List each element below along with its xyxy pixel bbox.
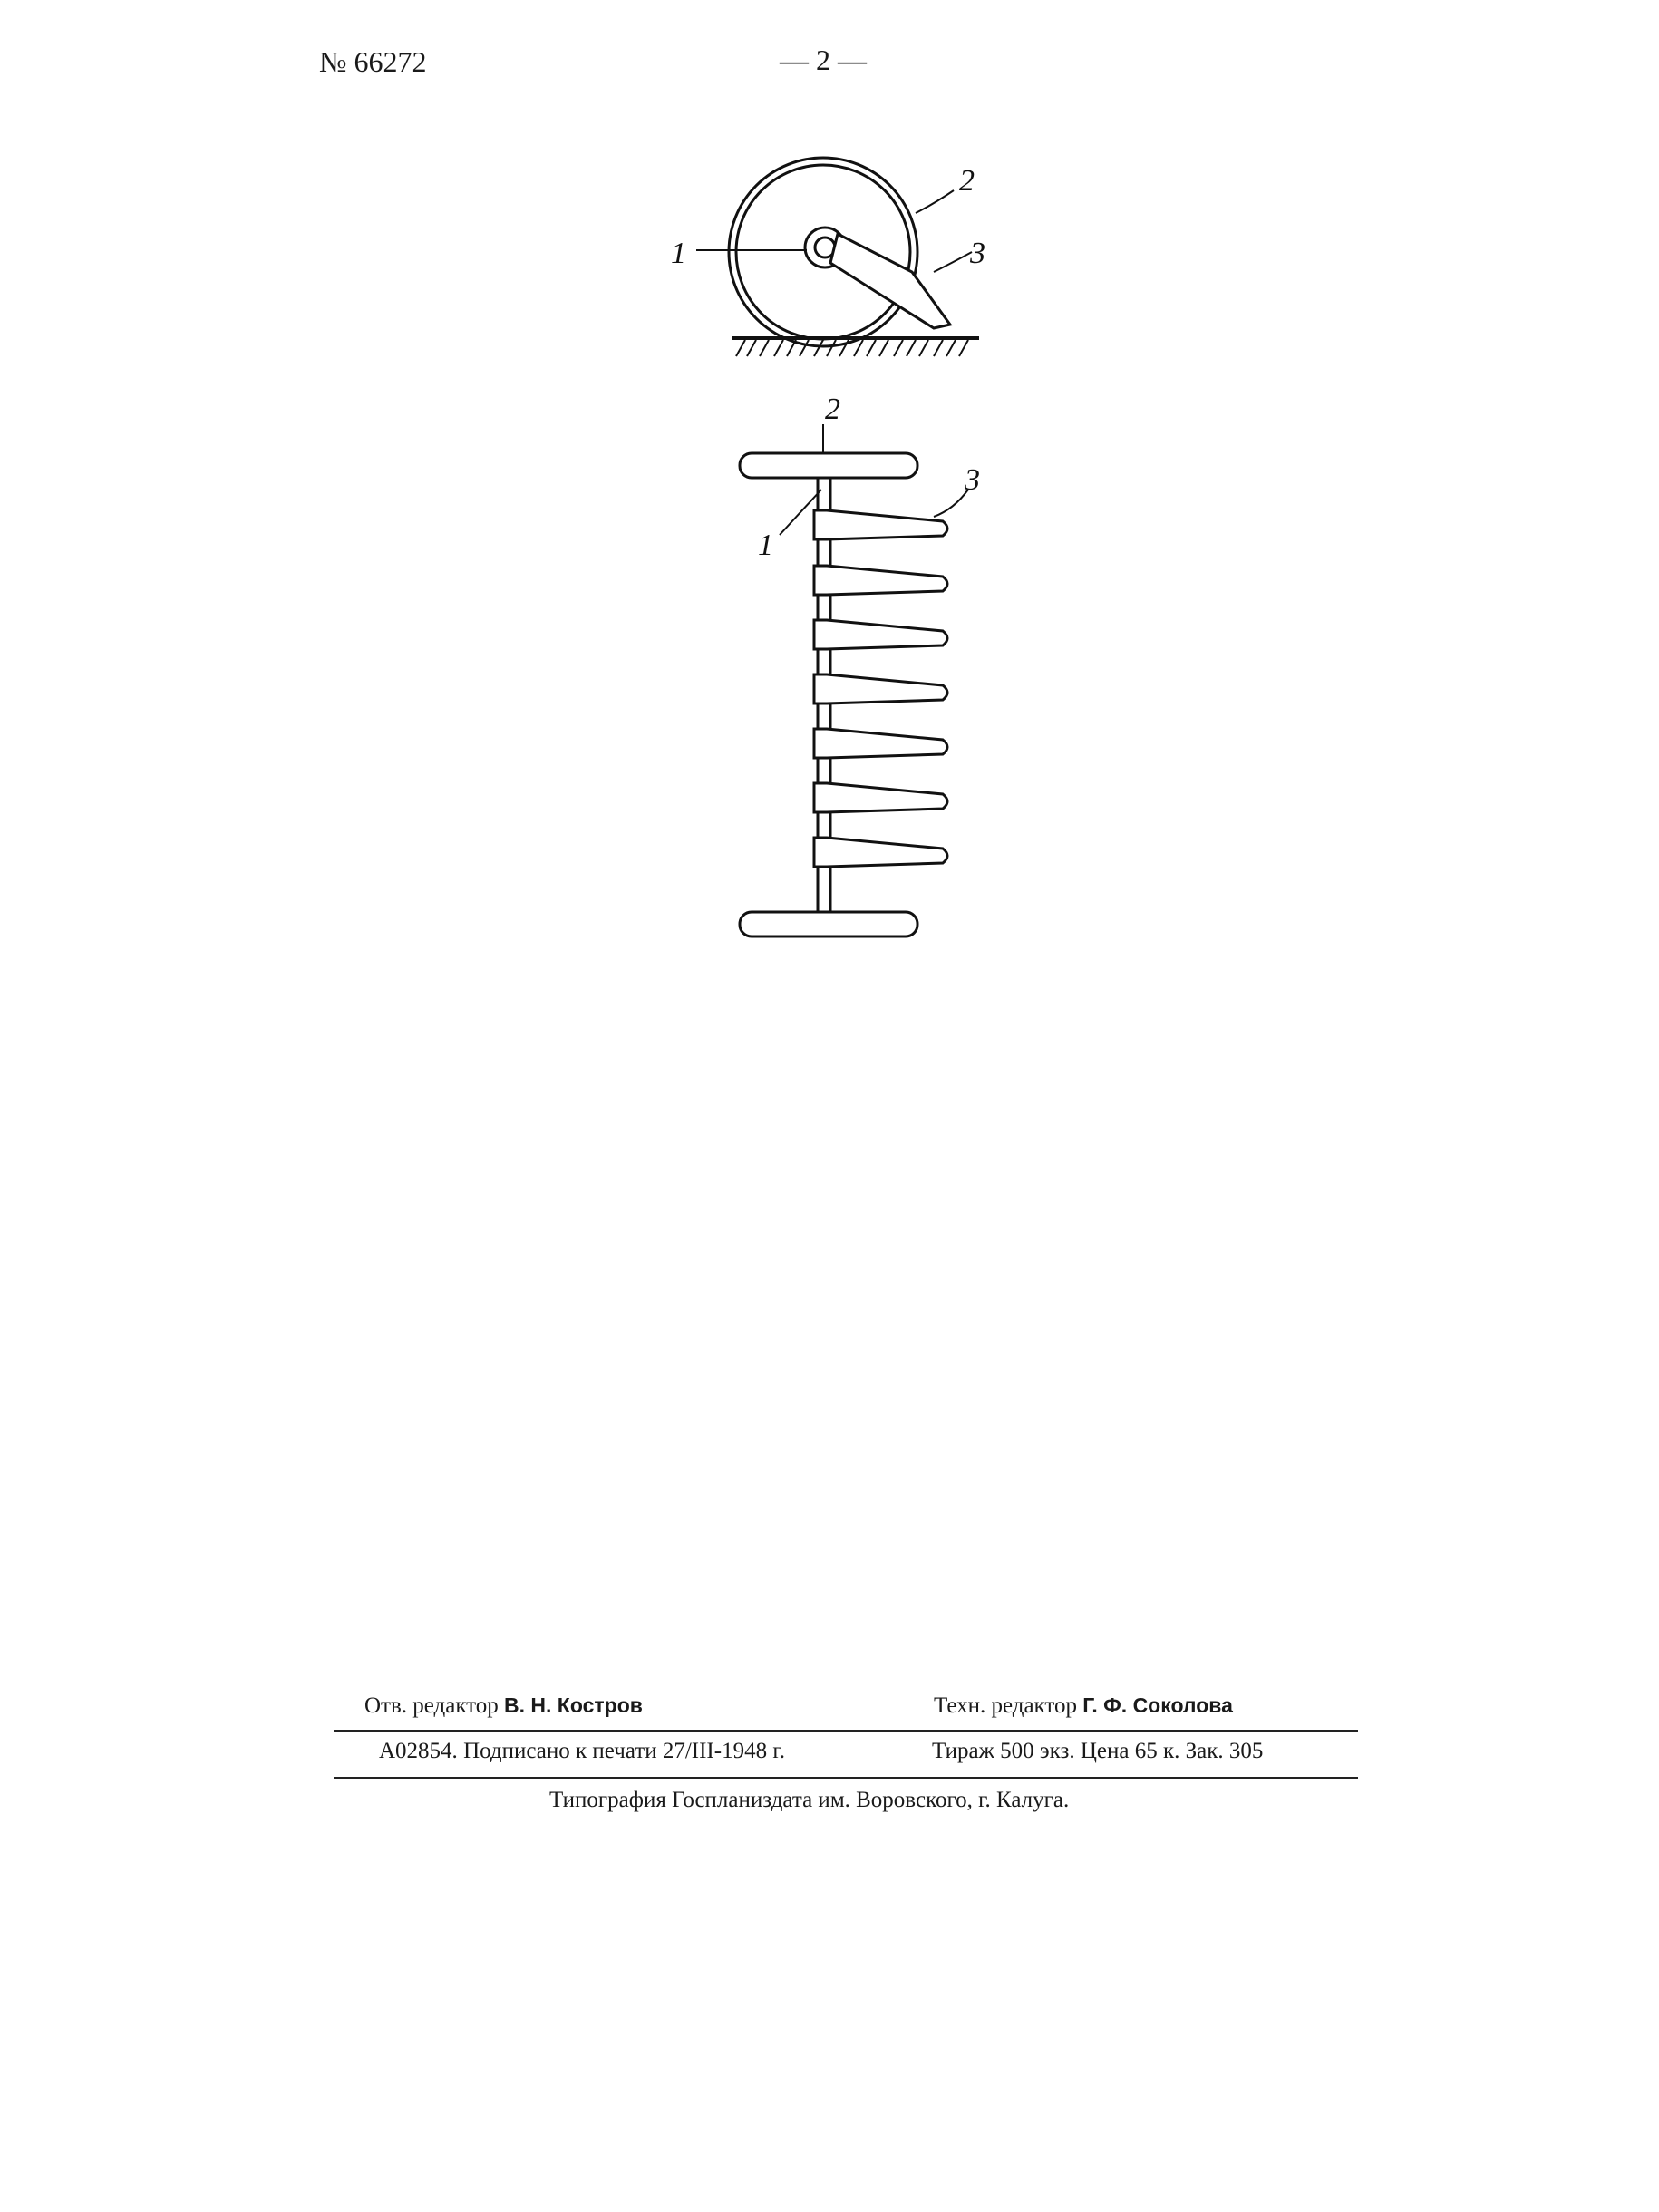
wheel-outer [729, 158, 917, 346]
rule-top [334, 1730, 1358, 1732]
signed-text: Подписано к печати 27/III-1948 г. [463, 1739, 786, 1763]
plan-label-3: 3 [965, 463, 980, 497]
printer-line: Типография Госпланиздата им. Воровского, г. Калуга. [549, 1788, 1070, 1812]
page-number: — 2 — [780, 44, 867, 76]
side-label-3: 3 [970, 237, 985, 270]
order-id: А02854. [379, 1739, 458, 1763]
leader-2 [916, 190, 954, 213]
plan-label-1: 1 [758, 529, 773, 562]
wheel-inner [736, 165, 910, 339]
print-run-line [932, 1739, 1263, 1764]
rule-bottom [334, 1777, 1358, 1779]
side-label-1: 1 [671, 237, 686, 270]
print-run: Тираж 500 экз. [932, 1739, 1075, 1763]
wheel-bottom [740, 912, 917, 936]
plan-label-2: 2 [825, 393, 840, 426]
knife-arm [830, 234, 950, 328]
side-view [696, 158, 979, 356]
editor-name: В. Н. Костров [504, 1693, 643, 1717]
wheel-top [740, 453, 917, 478]
plan-view [740, 424, 968, 936]
editor-line [364, 1693, 643, 1719]
tines [814, 510, 947, 867]
tech-editor-name: Г. Ф. Соколова [1082, 1693, 1233, 1717]
tech-editor-line [934, 1693, 1233, 1719]
side-label-2: 2 [959, 164, 975, 198]
doc-number: № 66272 [319, 45, 427, 78]
editor-label: Отв. редактор [364, 1693, 499, 1718]
tech-editor-label: Техн. редактор [934, 1693, 1077, 1718]
price: Цена 65 к. [1080, 1739, 1180, 1763]
print-info-line [379, 1739, 785, 1764]
order-number: Зак. 305 [1185, 1739, 1264, 1763]
leader-3 [934, 252, 972, 272]
plan-leader-3 [934, 490, 968, 517]
